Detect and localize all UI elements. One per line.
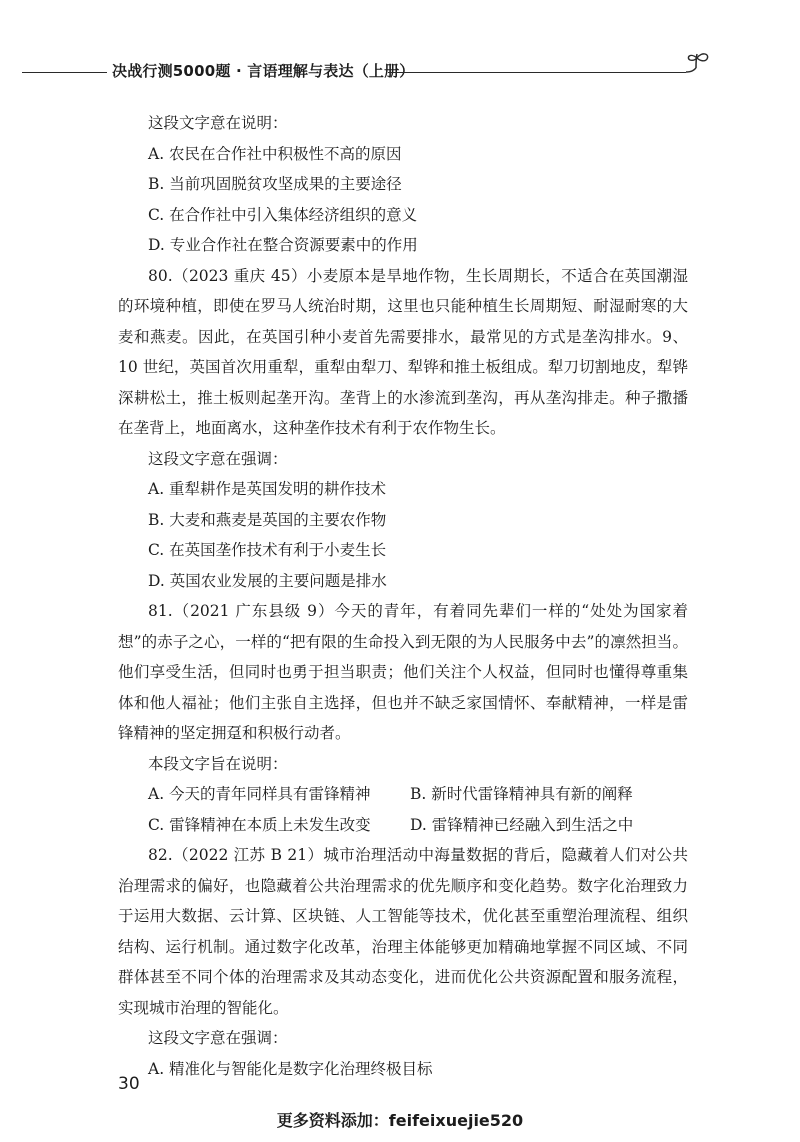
- option-item: C. 雷锋精神在本质上未发生改变: [148, 815, 371, 834]
- sprout-icon: [682, 50, 718, 84]
- option-item: B. 当前巩固脱贫攻坚成果的主要途径: [148, 175, 402, 193]
- question-paragraph: 81.（2021 广东县级 9）今天的青年，有着同先辈们一样的“处处为国家着想”的赤子之心，一样的“把有限的生命投入到无限的为人民服务中去”的凛然担当。他们享受生活，但同时也勇于担当职责；他们关注个人权益，但同时也懂得尊重集体和他人福祉；他们主张自主选择，但也并不缺乏家国情怀、奉献精神，一样是雷锋精神的坚定拥趸和积极行动者。: [118, 602, 688, 742]
- option-item: C. 在合作社中引入集体经济组织的意义: [148, 205, 418, 224]
- page-number: 30: [118, 1074, 140, 1094]
- option-item: B. 大麦和燕麦是英国的主要农作物: [148, 510, 387, 529]
- option-item: A. 精准化与智能化是数字化治理终极目标: [148, 1059, 433, 1078]
- option-item: D. 雷锋精神已经融入到生活之中: [410, 815, 634, 834]
- footer-watermark-note: 更多资料添加：feifeixuejie520: [276, 1111, 524, 1130]
- option-item: B. 新时代雷锋精神具有新的阐释: [410, 785, 633, 803]
- question-stem: 这段文字意在强调：: [148, 1029, 288, 1047]
- option-item: A. 重犁耕作是英国发明的耕作技术: [148, 480, 387, 498]
- book-title: 决战行测5000题 · 言语理解与表达（上册）: [112, 62, 415, 80]
- running-header: [0, 58, 800, 88]
- header-rule-right: [388, 72, 686, 73]
- question-stem: 本段文字旨在说明：: [148, 754, 288, 773]
- option-row: [118, 779, 688, 810]
- option-item: D. 英国农业发展的主要问题是排水: [148, 571, 387, 590]
- question-stem: 这段文字意在说明：: [148, 114, 288, 132]
- option-row: [118, 810, 688, 841]
- option-item: A. 农民在合作社中积极性不高的原因: [148, 144, 402, 163]
- question-stem: 这段文字意在强调：: [148, 449, 288, 468]
- page-body: [118, 108, 688, 1084]
- header-rule-left: [22, 72, 107, 73]
- question-paragraph: 82.（2022 江苏 B 21）城市治理活动中海量数据的背后，隐藏着人们对公共治理需求的偏好，也隐藏着公共治理需求的优先顺序和变化趋势。数字化治理致力于运用大数据、云计算、区块链、人工智能等技术，优化甚至重塑治理流程、组织结构、运行机制。通过数字化改革，治理主体能够更加精确地掌握不同区域、不同群体甚至不同个体的治理需求及其动态变化，进而优化公共资源配置和服务流程，实现城市治理的智能化。: [118, 846, 688, 1017]
- question-paragraph: 80.（2023 重庆 45）小麦原本是旱地作物，生长周期长，不适合在英国潮湿的环境种植，即使在罗马人统治时期，这里也只能种植生长周期短、耐湿耐寒的大麦和燕麦。因此，在英国引种小麦首先需要排水，最常见的方式是垄沟排水。9、10 世纪，英国首次用重犁，重犁由犁刀、犁铧和推土板组成。犁刀切割地皮，犁铧深耕松土，推土板则起垄开沟。垄背上的水渗流到垄沟，再从垄沟排走。种子撒播在垄背上，地面离水，这种垄作技术有利于农作物生长。: [118, 266, 688, 437]
- option-item: C. 在英国垄作技术有利于小麦生长: [148, 541, 387, 559]
- option-item: D. 专业合作社在整合资源要素中的作用: [148, 236, 418, 254]
- option-item: A. 今天的青年同样具有雷锋精神: [148, 785, 371, 803]
